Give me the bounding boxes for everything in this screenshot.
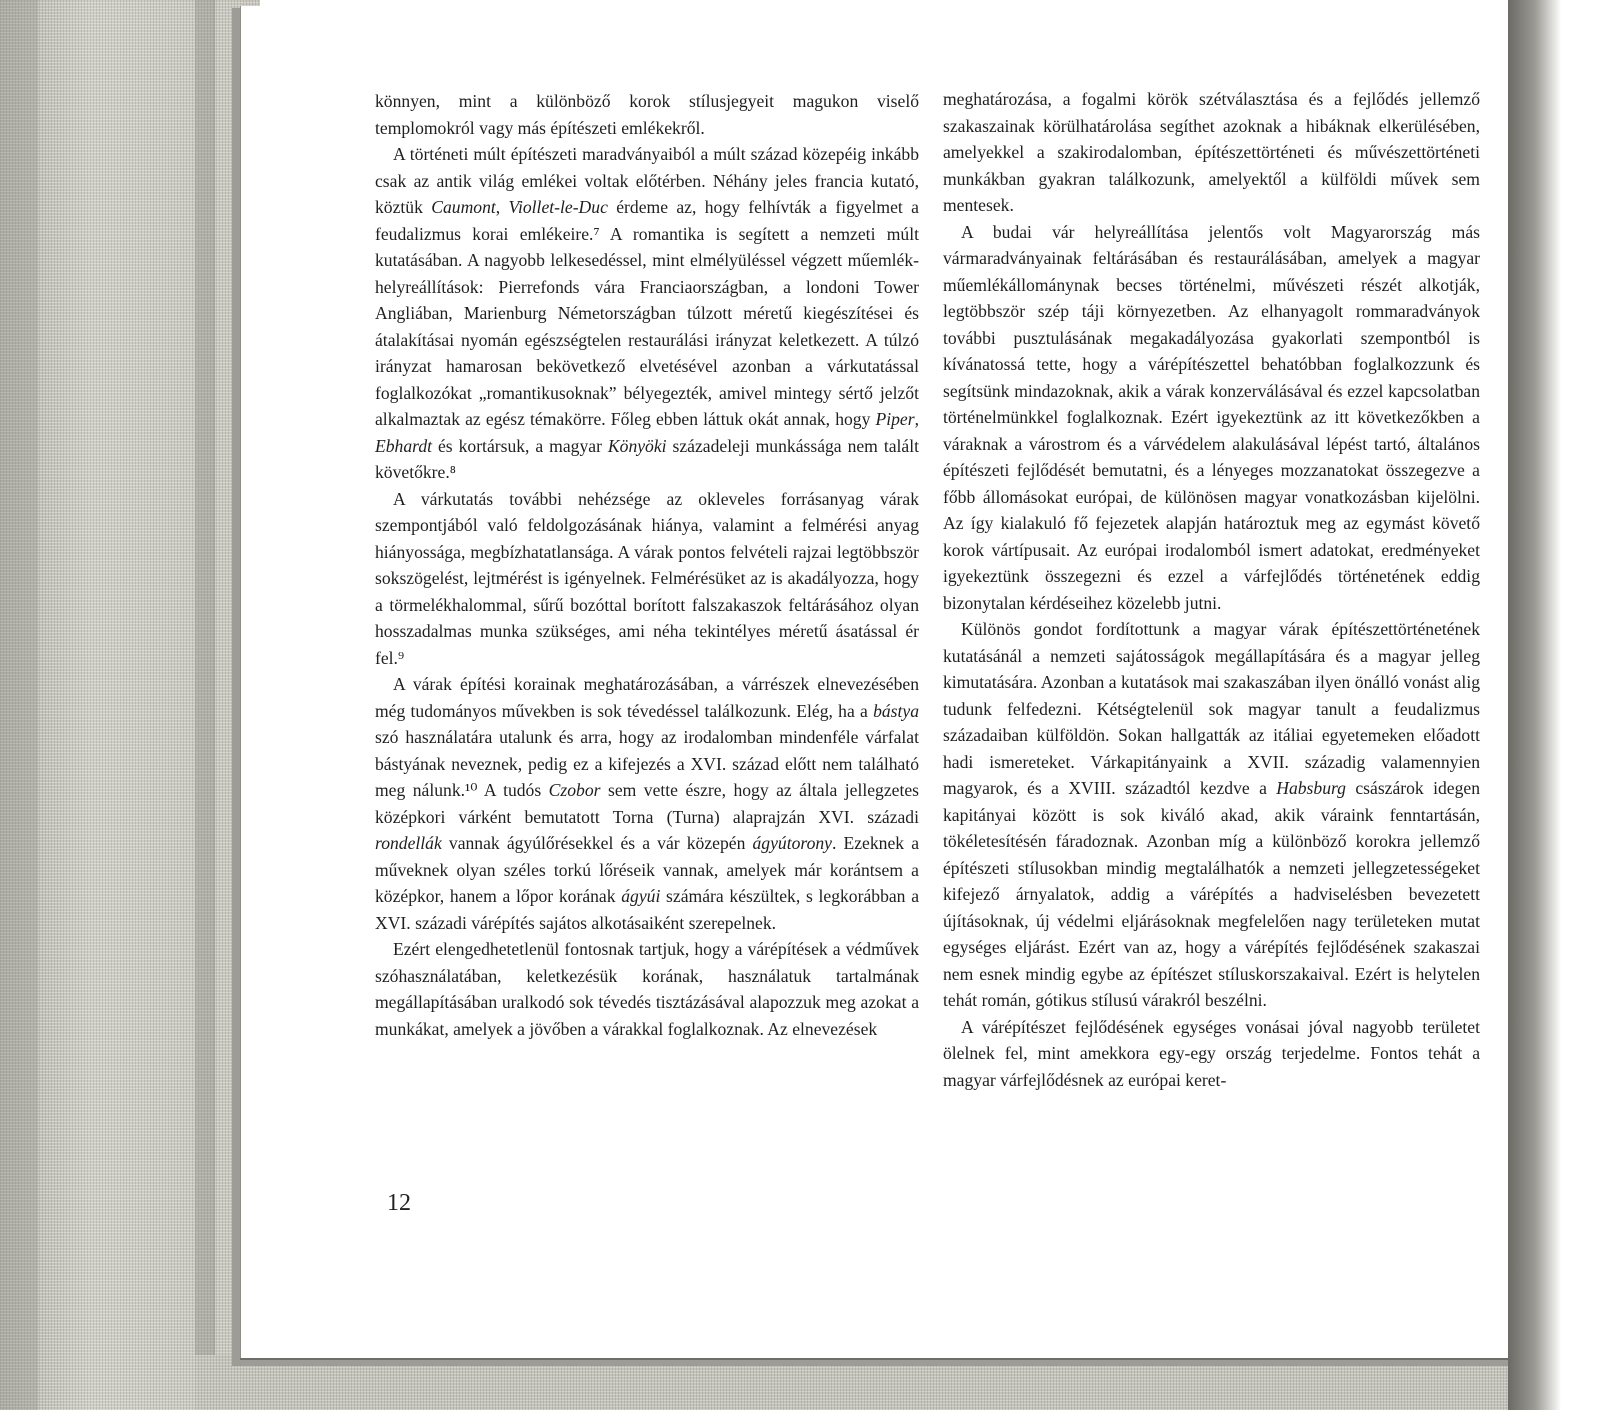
- paragraph: A budai vár helyreállítása jelentős volt Magyarország más vármaradványainak feltárásában és restaurálásában, amelyek a magyar műemlékállománynak becses történelmi, művészeti részét alkotják, legtöbbször szép táji környezetben. Az elhanyagolt rommaradványok további pusztulásának megakadályozása gyakorlati szempontból is kívánatossá tette, hogy a várépítészettel behatóbban foglalkozzunk és segítsünk mindazoknak, akik a várak konzerválásával és ezzel kapcsolatban történelmünkkel foglalkoznak. Ezért igyekeztünk az itt következőkben a váraknak a várostrom és a várvédelem alakulásával lépést tartó, általános építészeti fejlődését bemutatni, és a lényeges mozzanatokat összegezve a főbb állomásokat európai, de különösen magyar vonatkozásban kijelölni. Az így kialakuló fő fejezetek alapján határoztuk meg az egymást követő korok vártípusait. Az európai irodalomból ismert adatokat, eredményeket igyekeztünk összegezni és ezzel a várfejlődés történetének eddig bizonytalan kérdéseihez közelebb jutni.: [943, 221, 1480, 613]
- cover-spine-band: [0, 0, 38, 1410]
- paragraph: A történeti múlt építészeti maradványaiból a múlt század közepéig inkább csak az antik világ emlékei voltak előtérben. Néhány jeles francia kutató, köztük Caumont, Viollet-le-Duc érdeme az, hogy felhívták a figyelmet a feudalizmus korai emlékeire.⁷ A romantika is segített a nemzeti múlt kutatásában. A nagyobb lelkesedéssel, mint elmélyüléssel végzett műemlék-helyreállítások: Pierrefonds vára Franciaországban, a londoni Tower Angliában, Marienburg Németországban túlzott méretű kiegészítései és átalakításai nyomán egészségtelen restaurálási irányzat keletkezett. A túlzó irányzat hamarosan bekövetkező elvetésével azonban a várkutatással foglalkozókat „romantikusoknak” bélyegezték, amivel mintegy sértő jelzőt alkalmaztak az egész témakörre. Főleg ebben láttuk okát annak, hogy Piper, Ebhardt és kortársuk, a magyar Könyöki századeleji munkássága nem talált követőkre.⁸: [375, 144, 919, 482]
- paragraph: Ezért elengedhetetlenül fontosnak tartjuk, hogy a várépítések a védművek szóhasználatában, keletkezésük korának, használatuk tartalmának megállapításában uralkodó sok tévedés tisztázásával alapozzuk meg azokat a munkákat, amelyek a jövőben a várakkal foglalkoznak. Az elnevezések: [375, 939, 919, 1039]
- book-cover-linen: [0, 0, 260, 1410]
- paragraph: könnyen, mint a különböző korok stílusjegyeit magukon viselő templomokról vagy más építészeti emlékekről.: [375, 91, 919, 138]
- paragraph: A várépítészet fejlődésének egységes vonásai jóval nagyobb területet ölelnek fel, mint amekkora egy-egy ország terjedelme. Fontos tehát a magyar várfejlődésnek az európai keret-: [943, 1016, 1480, 1090]
- page-number: 12: [387, 1190, 411, 1216]
- cover-hinge-band: [195, 0, 215, 1410]
- paragraph: A várkutatás további nehézsége az okleveles forrásanyag várak szempontjából való feldolgozásának hiánya, valamint a felmérési anyag hiányossága, megbízhatatlansága. A várak pontos felvételi rajzai legtöbbször sokszögelést, lejtmérést is igényelnek. Felmérésüket az is akadályozza, hogy a törmelékhalommal, sűrű bozóttal borított falszakaszok feltárásához olyan hosszadalmas munka szükséges, ami néha tekintélyes méretű ásatással ér fel.⁹: [375, 488, 919, 668]
- paragraph: Különös gondot fordítottunk a magyar várak építészettörténetének kutatásánál a nemzeti sajátosságok megállapítására és a magyar jelleg kimutatására. Azonban a kutatások mai szakaszában ilyen önálló vonást alig tudunk felfedezni. Kétségtelenül sok magyar tanult a feudalizmus századaiban külföldön. Sokan hallgatták az itáliai egyetemeken előadott hadi ismereteket. Várkapitányaink a XVII. századig valamennyien magyarok, és a XVIII. századtól kezdve a Habsburg császárok idegen kapitányai között is sok kiváló akad, akik váraink fenntartásán, tökéletesítésén fáradoznak. Azonban míg a különböző korokra jellemző építészeti stílusokban mindig megtalálhatók a nemzeti jellegzetességeket kifejező árnyalatok, addig a várépítés a hadviselésben bevezetett újításoknak, új védelmi eljárásoknak megfelelően nagy területeken mutat egységes eljárást. Ezért van az, hogy a várépítés fejlődésének szakaszai nem esnek mindig egybe az építészet stíluskorszakaival. Ezért is helytelen tehát román, gótikus stílusú várakról beszélni.: [943, 619, 1480, 1010]
- right-text-column: [943, 86, 1480, 1093]
- paragraph: meghatározása, a fogalmi körök szétválasztása és a fejlődés jellemző szakaszainak körülhatárolása segíthet azoknak a hibáknak elkerülésében, amelyekkel a szakirodalomban, építészettörténeti és művészettörténeti munkákban gyakran találkozunk, amelyektől a külföldi művek sem mentesek.: [943, 89, 1480, 215]
- paragraph: A várak építési korainak meghatározásában, a várrészek elnevezésében még tudományos művekben is sok tévedéssel találkozunk. Elég, ha a bástya szó használatára utalunk és arra, hogy az irodalomban mindenféle várfalat bástyának neveznek, pedig ez a kifejezés a XVI. század előtt nem található meg nálunk.¹⁰ A tudós Czobor sem vette észre, hogy az általa jellegzetes középkori várként bemutatott Torna (Turna) alaprajzán XVI. századi rondellák vannak ágyúlőrésekkel és a vár közepén ágyútorony. Ezeknek a műveknek olyan széles torkú lőréseik vannak, amelyek már korántsem a középkor, hanem a lőpor korának ágyúi számára készültek, s legkorábban a XVI. századi várépítés sajátos alkotásaiként szerepelnek.: [375, 674, 920, 933]
- page-gutter-edge: [1508, 0, 1597, 1410]
- left-text-column: [375, 88, 919, 1042]
